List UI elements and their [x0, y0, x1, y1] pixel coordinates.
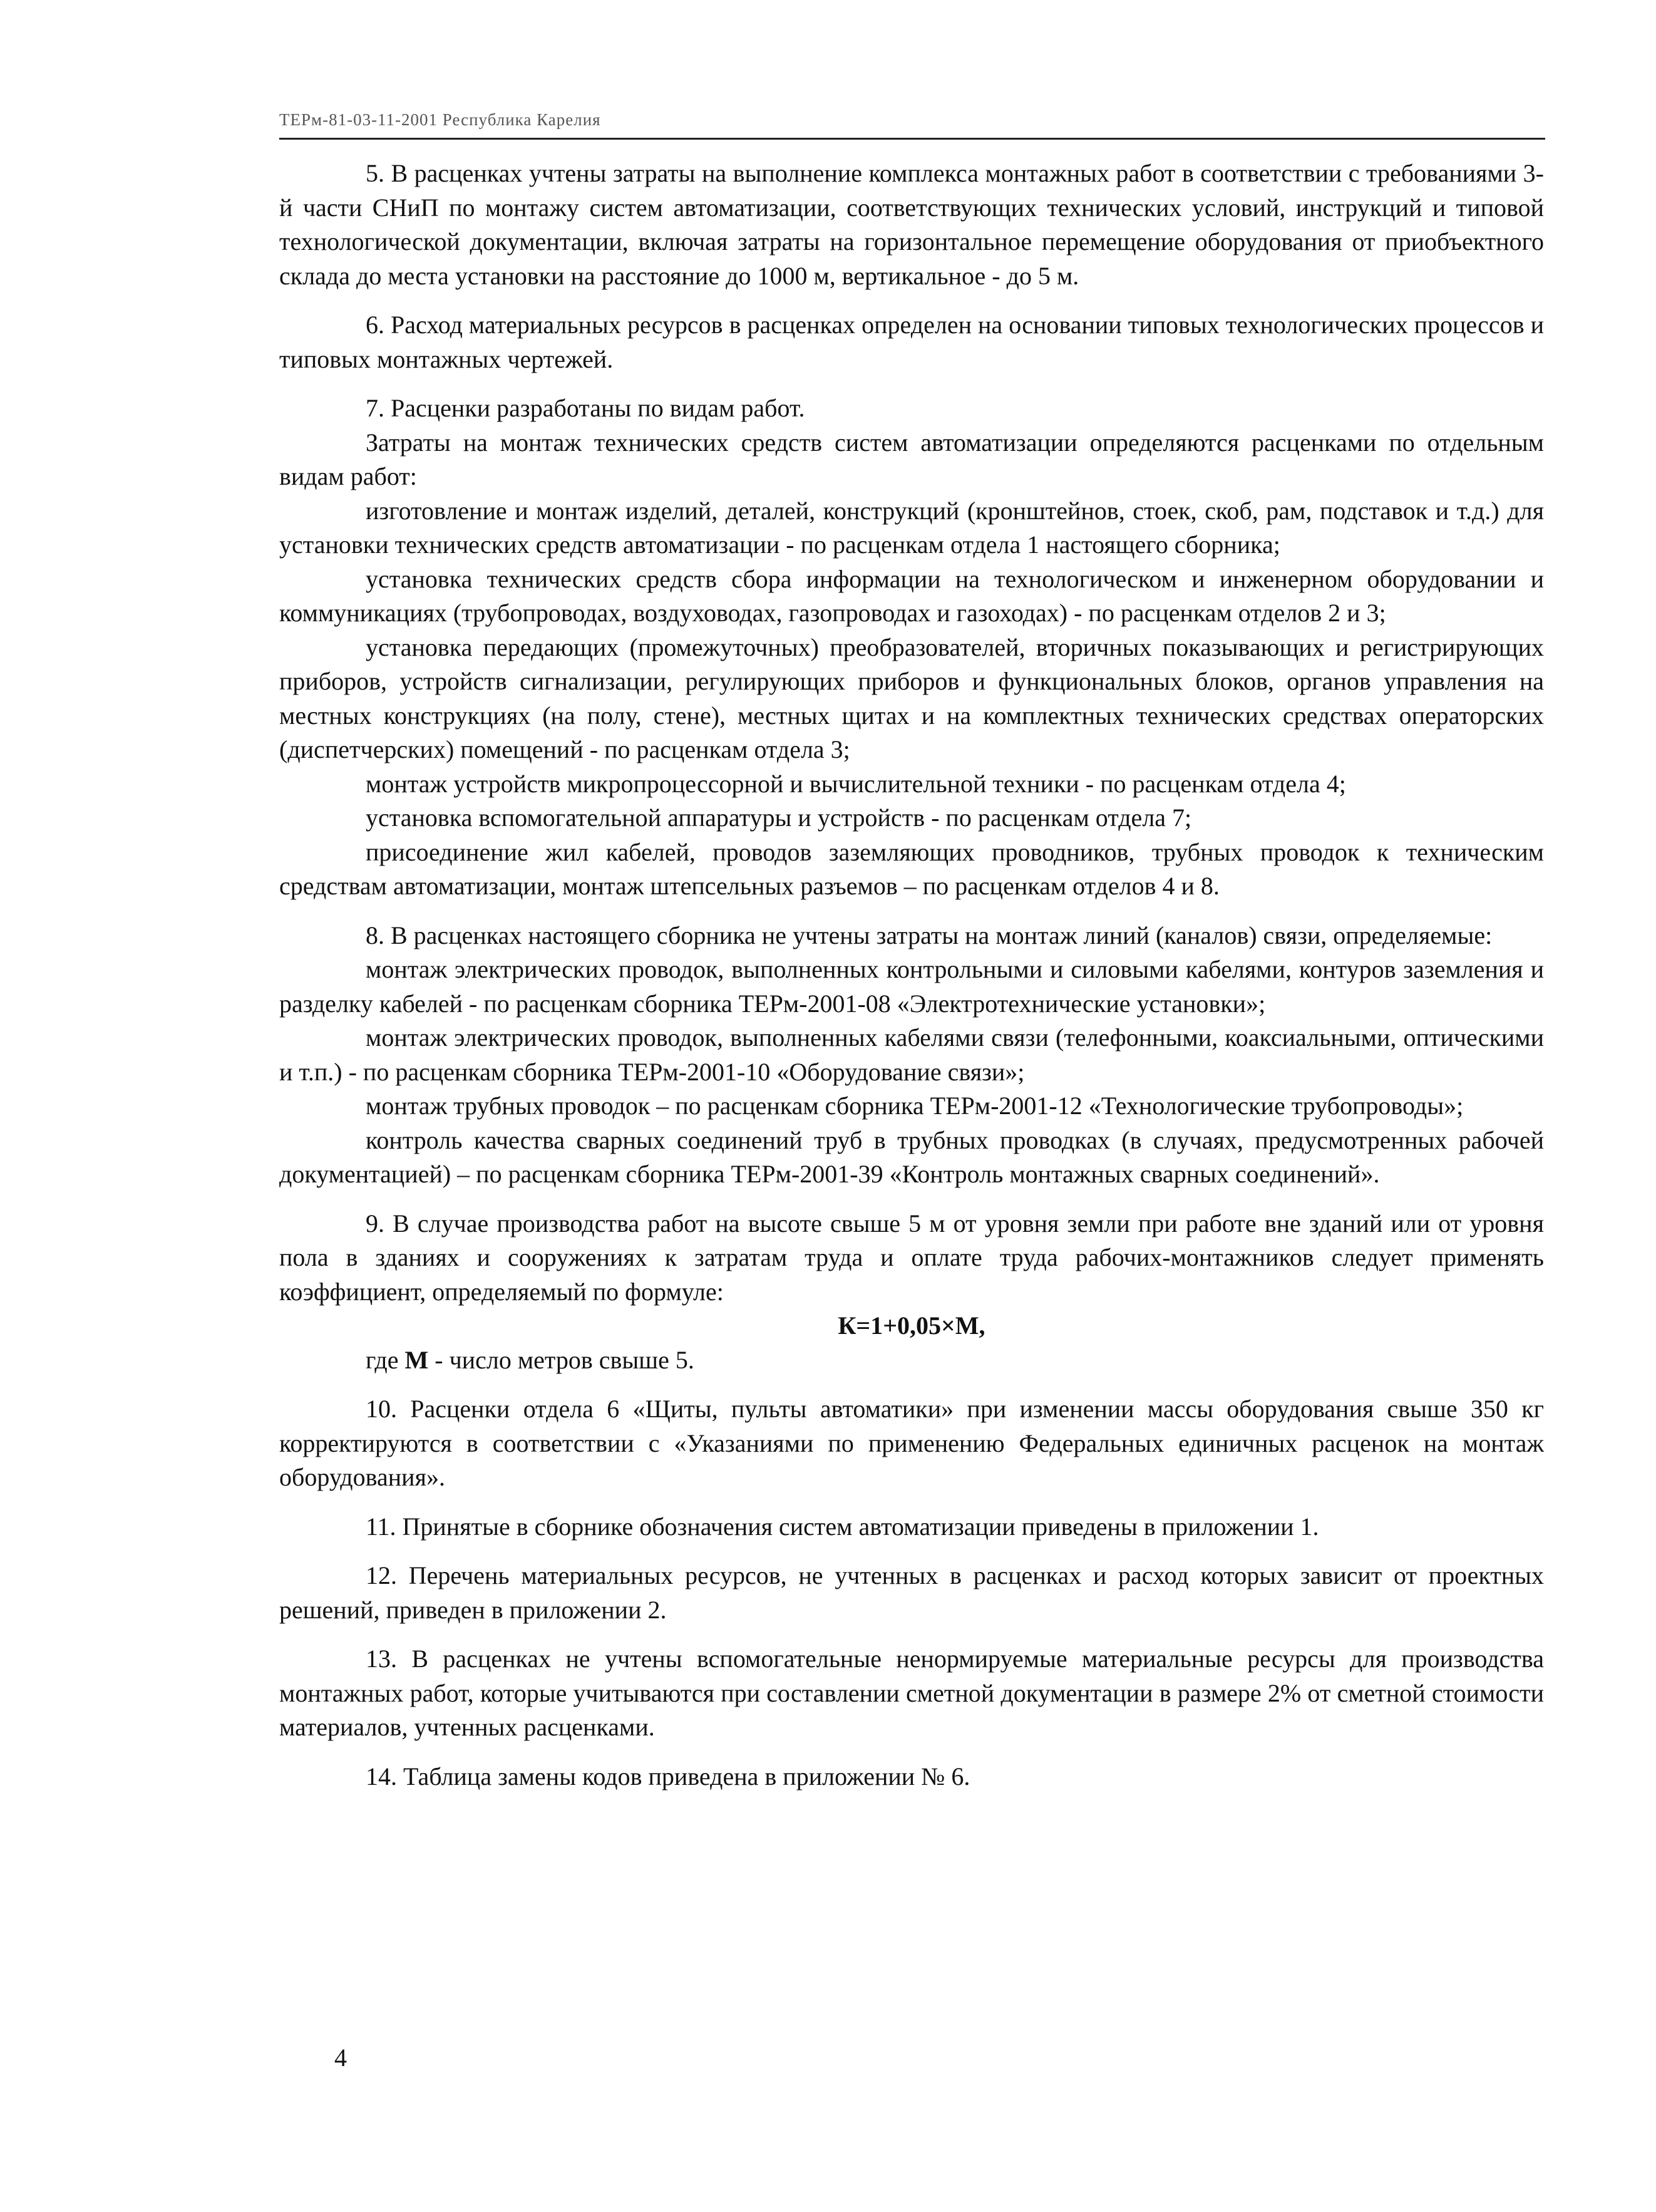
list-item-sections-2-3: установка технических средств сбора информации на технологическом и инженерном оборудовании и коммуникациях (трубопроводах, воздуховодах, газопроводах и газоходах) - по расценкам отделов 2 и 3; [279, 564, 1544, 627]
header-rule [279, 138, 1545, 140]
formula: К=1+0,05×М, [838, 1311, 985, 1340]
list-item-section-4: монтаж устройств микропроцессорной и вычислительной техники - по расценкам отдела 4; [366, 769, 1346, 798]
paragraph-12: 12. Перечень материальных ресурсов, не учтенных в расценках и расход которых зависит от проектных решений, приведен в приложении 2. [279, 1561, 1544, 1624]
list-item-section-7: установка вспомогательной аппаратуры и устройств - по расценкам отдела 7; [366, 804, 1192, 832]
paragraph-7-intro: Затраты на монтаж технических средств систем автоматизации определяются расценками по отдельным видам работ: [279, 428, 1544, 490]
list-item-term-10: монтаж электрических проводок, выполненных кабелями связи (телефонными, коаксиальными, оптическими и т.п.) - по расценкам сборника ТЕРм-2001-10 «Оборудование связи»; [279, 1023, 1544, 1086]
paragraph-13: 13. В расценках не учтены вспомогательные ненормируемые материальные ресурсы для производства монтажных работ, которые учитываются при составлении сметной документации в размере 2% от сметной стоимости материалов, учтенных расценками. [279, 1645, 1544, 1741]
running-header: ТЕРм-81-03-11-2001 Республика Карелия [279, 110, 601, 129]
page-number: 4 [334, 2044, 347, 2072]
paragraph-7: 7. Расценки разработаны по видам работ. [366, 394, 805, 422]
paragraph-10: 10. Расценки отдела 6 «Щиты, пульты автоматики» при изменении массы оборудования свыше 350 кг корректируются в соответствии с «Указаниями по применению Федеральных единичных расценок на монтаж оборудования». [279, 1395, 1544, 1491]
list-item-term-08: монтаж электрических проводок, выполненных контрольными и силовыми кабелями, контуров заземления и разделку кабелей - по расценкам сборника ТЕРм-2001-08 «Электротехнические установки»; [279, 955, 1544, 1018]
list-item-term-12: монтаж трубных проводок – по расценкам сборника ТЕРм-2001-12 «Технологические трубопроводы»; [366, 1092, 1464, 1120]
list-item-sections-4-8: присоединение жил кабелей, проводов заземляющих проводников, трубных проводок к техническим средствам автоматизации, монтаж штепсельных разъемов – по расценкам отделов 4 и 8. [279, 837, 1544, 900]
paragraph-8: 8. В расценках настоящего сборника не учтены затраты на монтаж линий (каналов) связи, определяемые: [366, 921, 1493, 949]
formula-symbol: М [404, 1345, 429, 1374]
list-item-section-3: установка передающих (промежуточных) преобразователей, вторичных показывающих и регистрирующих приборов, устройств сигнализации, регулирующих приборов и функциональных блоков, органов управления на местных конструкциях (на полу, стене), местных щитах и на комплектных технических средствах операторских (диспетчерских) помещений - по расценкам отдела 3; [279, 633, 1544, 763]
paragraph-9: 9. В случае производства работ на высоте свыше 5 м от уровня земли при работе вне зданий или от уровня пола в зданиях и сооружениях к затратам труда и оплате труда рабочих-монтажников следует применять коэффициент, определяемый по формуле: [279, 1209, 1544, 1306]
paragraph-11: 11. Принятые в сборнике обозначения систем автоматизации приведены в приложении 1. [366, 1512, 1319, 1541]
paragraph-6: 6. Расход материальных ресурсов в расценках определен на основании типовых технологических процессов и типовых монтажных чертежей. [279, 311, 1544, 373]
list-item-term-39: контроль качества сварных соединений труб в трубных проводках (в случаях, предусмотренных рабочей документацией) – по расценкам сборника ТЕРм-2001-39 «Контроль монтажных сварных соединений». [279, 1125, 1544, 1188]
paragraph-5: 5. В расценках учтены затраты на выполнение комплекса монтажных работ в соответствии с требованиями 3-й части СНиП по монтажу систем автоматизации, соответствующих технических условий, инструкций и типовой технологической документации, включая затраты на горизонтальное перемещение оборудования от приобъектного склада до места установки на расстояние до 1000 м, вертикальное - до 5 м. [279, 159, 1544, 290]
document-body [279, 157, 1544, 1794]
formula-definition: где М - число метров свыше 5. [366, 1345, 694, 1374]
paragraph-14: 14. Таблица замены кодов приведена в приложении № 6. [366, 1762, 970, 1791]
list-item-section-1: изготовление и монтаж изделий, деталей, конструкций (кронштейнов, стоек, скоб, рам, подставок и т.д.) для установки технических средств автоматизации - по расценкам отдела 1 настоящего сборника; [279, 496, 1544, 559]
